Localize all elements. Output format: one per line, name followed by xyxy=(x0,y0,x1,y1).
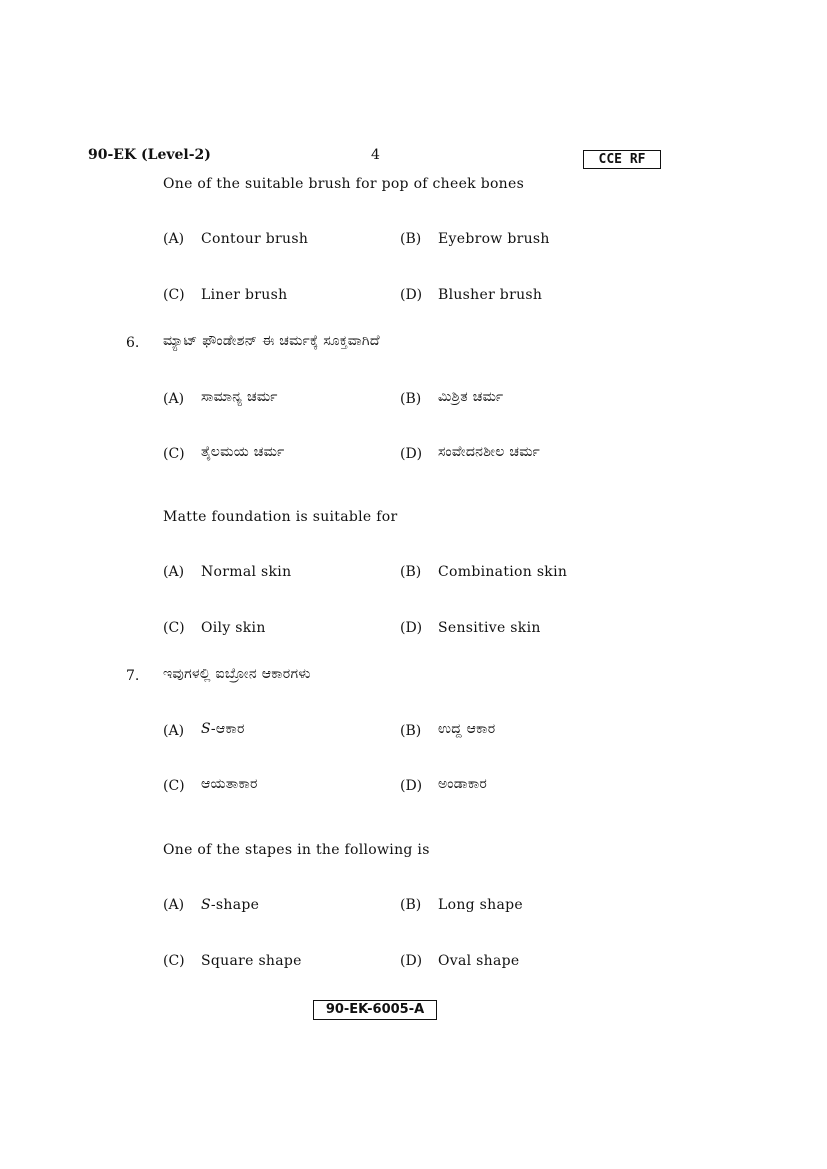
option-label: (C) xyxy=(163,953,185,969)
option-label: (B) xyxy=(400,897,422,913)
option-text-kannada: ಮಿಶ್ರಿತ ಚರ್ಮ xyxy=(438,389,504,405)
option-label: (D) xyxy=(400,778,423,794)
paper-code: 90-EK (Level-2) xyxy=(88,147,211,163)
question-number: 7. xyxy=(126,668,140,684)
option-text xyxy=(201,897,259,913)
option-label: (D) xyxy=(400,287,423,303)
option-suffix: -ಆಕಾರ xyxy=(210,721,245,737)
cce-rf-badge: CCE RF xyxy=(583,150,661,169)
option-text: Combination skin xyxy=(438,564,568,580)
option-label: (A) xyxy=(163,723,185,739)
option-label: (C) xyxy=(163,287,185,303)
question-stem: One of the suitable brush for pop of cheek bones xyxy=(163,176,525,192)
option-prefix: S xyxy=(201,721,211,737)
option-text: Sensitive skin xyxy=(438,620,541,636)
option-label: (B) xyxy=(400,391,422,407)
question-stem: One of the stapes in the following is xyxy=(163,842,430,858)
option-text: Eyebrow brush xyxy=(438,231,550,247)
option-prefix: S xyxy=(201,897,211,913)
option-text: Long shape xyxy=(438,897,523,913)
footer-paper-code: 90-EK-6005-A xyxy=(313,1000,437,1020)
option-label: (A) xyxy=(163,564,185,580)
option-text-kannada: ಸಂವೇದನಶೀಲ ಚರ್ಮ xyxy=(438,444,541,460)
option-label: (B) xyxy=(400,723,422,739)
option-label: (A) xyxy=(163,231,185,247)
question-stem-kannada: ಇವುಗಳಲ್ಲಿ ಐಬ್ರೋನ ಆಕಾರಗಳು xyxy=(163,666,311,682)
option-label: (D) xyxy=(400,620,423,636)
option-text-kannada: ಆಯತಾಕಾರ xyxy=(201,776,258,792)
option-text: Oval shape xyxy=(438,953,520,969)
option-text-kannada xyxy=(201,721,245,737)
question-stem: Matte foundation is suitable for xyxy=(163,509,398,525)
option-label: (C) xyxy=(163,778,185,794)
option-text-kannada: ತೈಲಮಯ ಚರ್ಮ xyxy=(201,444,285,460)
option-label: (C) xyxy=(163,620,185,636)
option-text: Blusher brush xyxy=(438,287,543,303)
question-stem-kannada: ಮ್ಯಾಟ್ ಫೌಂಡೇಶನ್ ಈ ಚರ್ಮಕ್ಕೆ ಸೂಕ್ತವಾಗಿದೆ xyxy=(163,333,380,349)
option-text: Contour brush xyxy=(201,231,309,247)
option-label: (A) xyxy=(163,391,185,407)
option-text: Liner brush xyxy=(201,287,288,303)
option-text: Normal skin xyxy=(201,564,292,580)
option-label: (B) xyxy=(400,231,422,247)
option-label: (C) xyxy=(163,446,185,462)
option-label: (D) xyxy=(400,953,423,969)
option-label: (D) xyxy=(400,446,423,462)
option-label: (A) xyxy=(163,897,185,913)
option-text: Oily skin xyxy=(201,620,266,636)
option-text-kannada: ಉದ್ದ ಆಕಾರ xyxy=(438,721,496,737)
option-suffix: -shape xyxy=(210,897,260,913)
option-text: Square shape xyxy=(201,953,302,969)
question-number: 6. xyxy=(126,335,140,351)
option-label: (B) xyxy=(400,564,422,580)
page-number: 4 xyxy=(371,147,380,163)
option-text-kannada: ಸಾಮಾನ್ಯ ಚರ್ಮ xyxy=(201,389,278,405)
option-text-kannada: ಅಂಡಾಕಾರ xyxy=(438,776,488,792)
